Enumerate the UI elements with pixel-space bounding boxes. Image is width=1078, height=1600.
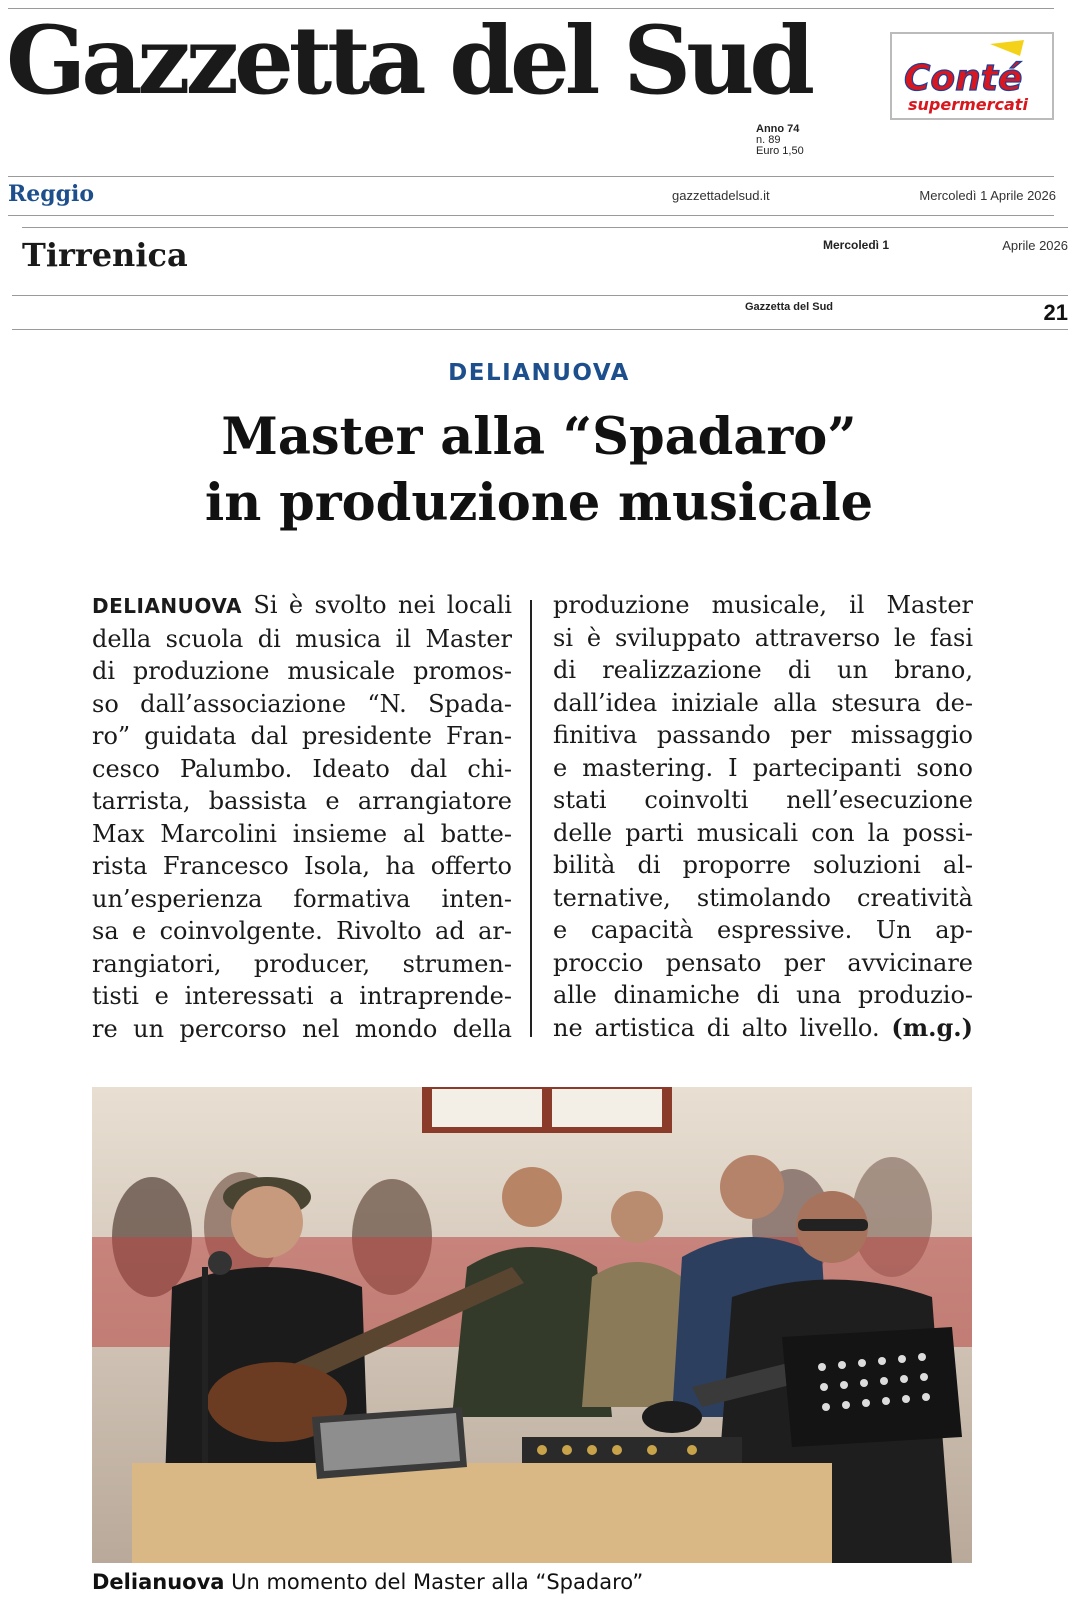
body-line: produzione musicale, il Master	[553, 591, 973, 619]
body-line: sa e coinvolgente. Rivolto ad ar-	[92, 917, 512, 945]
issue-info	[756, 124, 804, 157]
body-line: della scuola di musica il Master	[92, 624, 512, 653]
article-column-1	[92, 589, 512, 1045]
body-line: delle parti musicali con la possi-	[553, 818, 973, 847]
body-line: e capacità espressive. Un ap-	[553, 916, 973, 944]
music-workshop-photo-icon	[92, 1087, 972, 1563]
headline-line: Master alla “Spadaro”	[221, 407, 857, 467]
footer-rule-bottom	[12, 329, 1068, 330]
edition-name: Reggio	[8, 181, 95, 207]
body-line: tarrista, bassista e arrangiatore	[92, 787, 512, 815]
body-text: ne artistica di alto livello.	[553, 1013, 880, 1042]
edition-rule-top	[8, 176, 1054, 177]
issue-year: Anno 74	[756, 123, 800, 135]
body-line: stati coinvolti nell’esecuzione	[553, 786, 973, 814]
page-header-month: Aprile 2026	[1002, 238, 1068, 253]
column-divider	[530, 600, 532, 1037]
headline-line: in produzione musicale	[204, 473, 874, 533]
page-header-rule	[22, 227, 1068, 228]
body-line: alle dinamiche di una produzio-	[553, 981, 973, 1009]
article-dateline: DELIANUOVA	[92, 594, 242, 618]
logo-brand-text: Conté	[904, 58, 1023, 99]
article-photo[interactable]	[92, 1087, 972, 1563]
article-kicker: DELIANUOVA	[448, 360, 630, 386]
edition-date: Mercoledì 1 Aprile 2026	[919, 188, 1056, 203]
page-header-day: Mercoledì 1	[823, 238, 890, 252]
photo-caption	[92, 1570, 643, 1594]
article-headline	[0, 404, 1078, 536]
body-line: un’esperienza formativa inten-	[92, 884, 512, 913]
caption-place: Delianuova	[92, 1570, 225, 1594]
article-column-2	[553, 589, 973, 1044]
website-link[interactable]: gazzettadelsud.it	[672, 188, 770, 203]
body-line: ternative, stimolando creatività	[553, 883, 973, 912]
body-line: proccio pensato per avvicinare	[553, 948, 973, 977]
body-line: di realizzazione di un brano,	[553, 656, 973, 684]
author-signature: (m.g.)	[891, 1012, 973, 1042]
body-line: dall’idea iniziale alla stesura de-	[553, 688, 973, 717]
issue-price: Euro 1,50	[756, 145, 804, 157]
body-line: ro” guidata dal presidente Fran-	[92, 722, 512, 750]
body-line: re un percorso nel mondo della	[92, 1014, 512, 1043]
body-line: cesco Palumbo. Ideato dal chi-	[92, 754, 512, 783]
caption-text: Un momento del Master alla “Spadaro”	[231, 1570, 644, 1594]
issue-number: n. 89	[756, 134, 781, 146]
body-line: di produzione musicale promos-	[92, 657, 512, 685]
body-line: rangiatori, producer, strumen-	[92, 949, 512, 978]
edition-rule-bottom	[8, 215, 1054, 216]
body-line: finitiva passando per missaggio	[553, 721, 973, 749]
body-line: tisti e interessati a intraprende-	[92, 982, 512, 1010]
body-line: si è sviluppato attraverso le fasi	[553, 623, 973, 652]
conte-logo-icon	[892, 34, 1052, 118]
body-line: Max Marcolini insieme al batte-	[92, 819, 512, 848]
body-line	[92, 589, 512, 623]
body-line	[553, 1012, 973, 1045]
advert-logo[interactable]	[890, 32, 1054, 120]
body-text: Si è svolto nei locali	[253, 591, 512, 619]
footer-paper-name: Gazzetta del Sud	[745, 301, 834, 313]
page-section-title: Tirrenica	[22, 236, 188, 274]
body-line: so dall’associazione “N. Spada-	[92, 689, 512, 718]
masthead-title: Gazzetta del Sud	[6, 6, 811, 116]
body-line: rista Francesco Isola, ha offerto	[92, 852, 512, 880]
logo-tagline-text: supermercati	[908, 95, 1028, 114]
footer-rule-top	[12, 295, 1068, 296]
body-line: e mastering. I partecipanti sono	[553, 753, 973, 782]
body-line: bilità di proporre soluzioni al-	[553, 851, 973, 879]
page-number: 21	[1043, 300, 1068, 325]
